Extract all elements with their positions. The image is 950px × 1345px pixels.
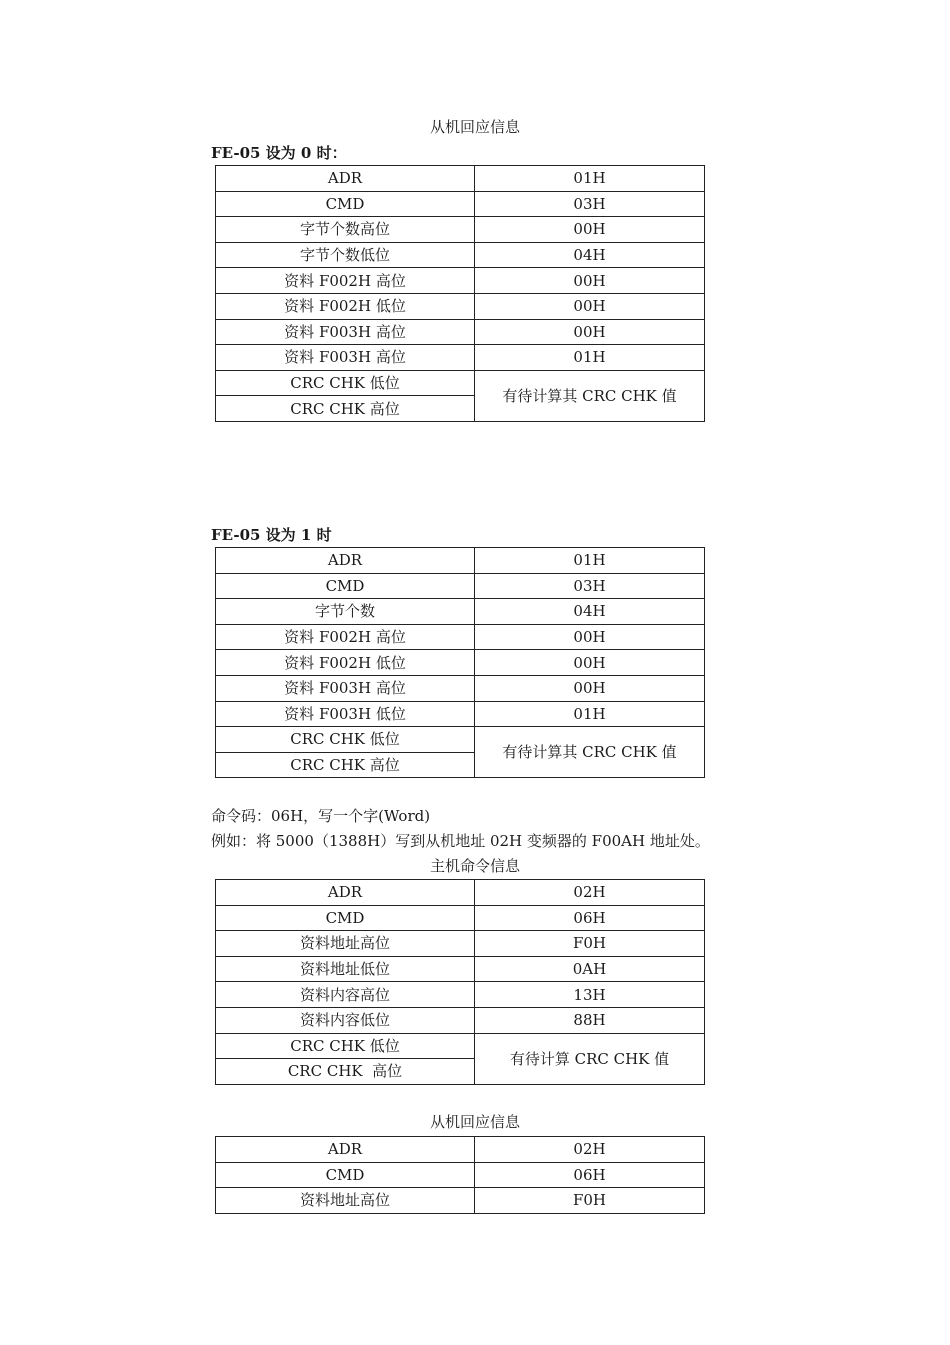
value-cell: 03H [475, 573, 705, 599]
section4-table [215, 1136, 705, 1214]
command-example-text: 例如：将 5000（1388H）写到从机地址 02H 变频器的 F00AH 地址处。 [211, 832, 710, 850]
table-row [216, 880, 705, 906]
field-cell: 资料 F002H 高位 [216, 268, 475, 294]
value-cell: 88H [475, 1007, 705, 1033]
field-cell: ADR [216, 166, 475, 192]
field-cell: ADR [216, 548, 475, 574]
value-cell: 01H [475, 548, 705, 574]
section1-heading: FE-05 设为 0 时： [211, 144, 347, 162]
table-row [216, 675, 705, 701]
field-cell: 资料内容低位 [216, 1007, 475, 1033]
table-row [216, 319, 705, 345]
table-row [216, 191, 705, 217]
crc-high-cell: CRC CHK 高位 [216, 1059, 475, 1085]
table-row [216, 982, 705, 1008]
crc-high-cell: CRC CHK 高位 [216, 752, 475, 778]
field-cell: 资料 F003H 高位 [216, 345, 475, 371]
field-cell: 资料 F003H 低位 [216, 701, 475, 727]
crc-value-cell: 有待计算其 CRC CHK 值 [475, 727, 705, 778]
value-cell: 02H [475, 1137, 705, 1163]
field-cell: 资料地址高位 [216, 931, 475, 957]
table-row [216, 166, 705, 192]
field-cell: 资料 F003H 高位 [216, 675, 475, 701]
crc-value-cell: 有待计算其 CRC CHK 值 [475, 370, 705, 421]
crc-low-cell: CRC CHK 低位 [216, 727, 475, 753]
section1-table [215, 165, 705, 422]
table-row [216, 956, 705, 982]
value-cell: 0AH [475, 956, 705, 982]
value-cell: 01H [475, 166, 705, 192]
value-cell: 06H [475, 1162, 705, 1188]
field-cell: 资料 F002H 高位 [216, 624, 475, 650]
field-cell: 字节个数 [216, 599, 475, 625]
value-cell: 03H [475, 191, 705, 217]
table-row [216, 242, 705, 268]
value-cell: 01H [475, 701, 705, 727]
table-row [216, 1033, 705, 1059]
value-cell: 00H [475, 319, 705, 345]
section4-caption: 从机回应信息 [429, 1113, 520, 1131]
field-cell: ADR [216, 1137, 475, 1163]
field-cell: 资料内容高位 [216, 982, 475, 1008]
table-row [216, 650, 705, 676]
value-cell: 01H [475, 345, 705, 371]
value-cell: F0H [475, 1188, 705, 1214]
field-cell: CMD [216, 1162, 475, 1188]
field-cell: 字节个数高位 [216, 217, 475, 243]
table-row [216, 268, 705, 294]
value-cell: 00H [475, 217, 705, 243]
crc-low-cell: CRC CHK 低位 [216, 1033, 475, 1059]
table-row [216, 624, 705, 650]
table-row [216, 727, 705, 753]
value-cell: 13H [475, 982, 705, 1008]
table-row [216, 293, 705, 319]
value-cell: 00H [475, 675, 705, 701]
crc-high-cell: CRC CHK 高位 [216, 396, 475, 422]
value-cell: 00H [475, 293, 705, 319]
field-cell: CMD [216, 191, 475, 217]
value-cell: 04H [475, 242, 705, 268]
crc-value-cell: 有待计算 CRC CHK 值 [475, 1033, 705, 1084]
field-cell: CMD [216, 905, 475, 931]
value-cell: 06H [475, 905, 705, 931]
table-row [216, 1137, 705, 1163]
value-cell: 00H [475, 650, 705, 676]
value-cell: 00H [475, 268, 705, 294]
value-cell: F0H [475, 931, 705, 957]
table-row [216, 599, 705, 625]
value-cell: 00H [475, 624, 705, 650]
field-cell: 字节个数低位 [216, 242, 475, 268]
crc-low-cell: CRC CHK 低位 [216, 370, 475, 396]
section3-caption: 主机命令信息 [429, 857, 520, 875]
field-cell: CMD [216, 573, 475, 599]
table-row [216, 548, 705, 574]
field-cell: 资料地址高位 [216, 1188, 475, 1214]
field-cell: 资料 F002H 低位 [216, 293, 475, 319]
command-code-text: 命令码：06H，写一个字(Word) [211, 807, 431, 825]
field-cell: ADR [216, 880, 475, 906]
section1-caption: 从机回应信息 [429, 118, 520, 136]
table-row [216, 1188, 705, 1214]
table-row [216, 1007, 705, 1033]
table-row [216, 1162, 705, 1188]
table-row [216, 905, 705, 931]
table-row [216, 701, 705, 727]
table-row [216, 573, 705, 599]
field-cell: 资料地址低位 [216, 956, 475, 982]
section2-heading: FE-05 设为 1 时 [211, 526, 332, 544]
section3-table [215, 879, 705, 1085]
field-cell: 资料 F002H 低位 [216, 650, 475, 676]
value-cell: 02H [475, 880, 705, 906]
section2-table [215, 547, 705, 778]
value-cell: 04H [475, 599, 705, 625]
table-row [216, 370, 705, 396]
table-row [216, 217, 705, 243]
table-row [216, 931, 705, 957]
table-row [216, 345, 705, 371]
field-cell: 资料 F003H 高位 [216, 319, 475, 345]
